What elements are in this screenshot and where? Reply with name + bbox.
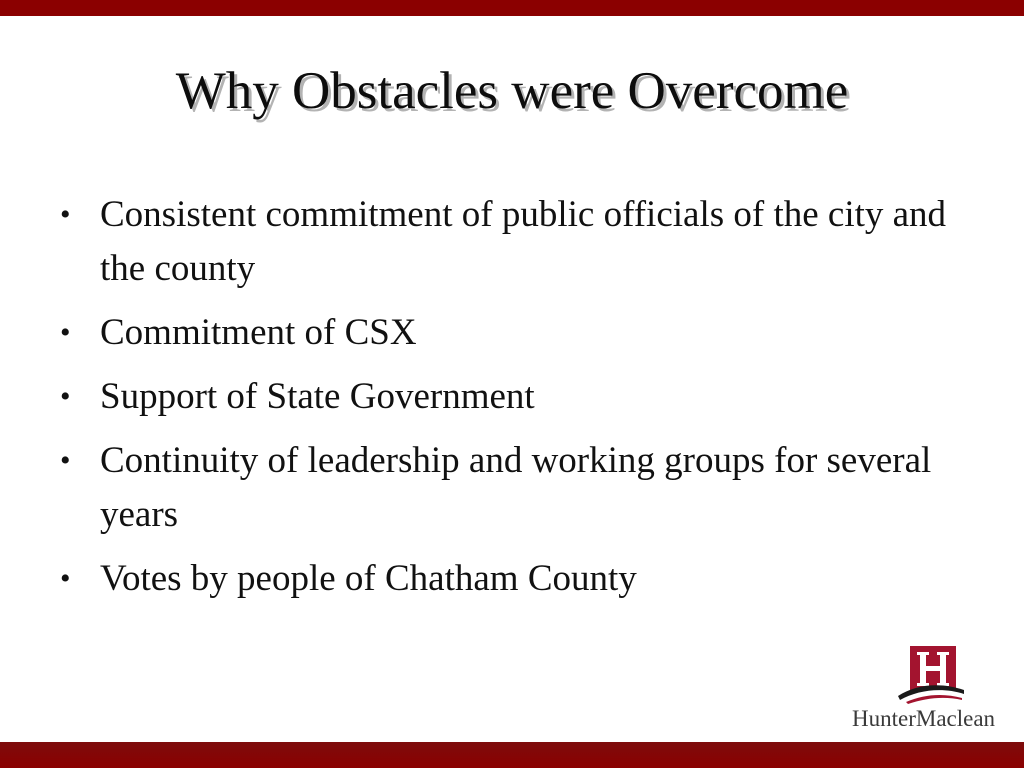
bullet-dot-icon: • bbox=[60, 444, 71, 477]
bullet-item bbox=[60, 188, 980, 296]
logo-wordmark: HunterMaclean bbox=[852, 706, 996, 731]
bullet-text: Continuity of leadership and working groups for several years bbox=[100, 440, 932, 535]
hm-logo-mark-icon bbox=[896, 644, 966, 704]
bullet-text: Support of State Government bbox=[100, 376, 535, 417]
bullet-dot-icon: • bbox=[60, 198, 71, 231]
bullet-item bbox=[60, 434, 980, 542]
bullet-dot-icon: • bbox=[60, 380, 71, 413]
bullet-dot-icon: • bbox=[60, 316, 71, 349]
top-accent-bar bbox=[0, 0, 1024, 16]
slide-title: Why Obstacles were Overcome bbox=[175, 62, 849, 120]
bullet-item bbox=[60, 552, 980, 606]
hunter-maclean-logo bbox=[852, 644, 1018, 738]
bullet-text: Commitment of CSX bbox=[100, 312, 417, 353]
bullet-item bbox=[60, 370, 980, 424]
bullet-dot-icon: • bbox=[60, 562, 71, 595]
bullet-text: Votes by people of Chatham County bbox=[100, 558, 637, 599]
bullet-item bbox=[60, 306, 980, 360]
bullet-list bbox=[60, 188, 980, 616]
bottom-accent-bar bbox=[0, 742, 1024, 768]
bullet-text: Consistent commitment of public officials of the city and the county bbox=[100, 194, 947, 289]
